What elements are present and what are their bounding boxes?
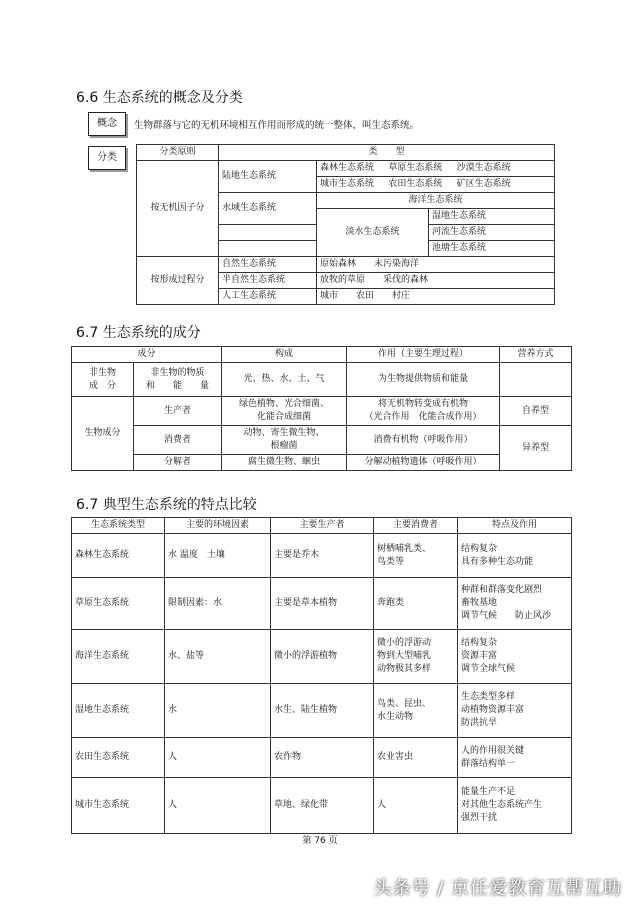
row-environment: 限制因素：水 [165,578,271,630]
producer-composition: 绿色植物、光合细菌、 化能合成细菌 [222,397,347,426]
row-environment: 人 [165,778,271,834]
row-consumer: 人 [374,778,458,834]
land-desert: 沙漠生态系统 [456,163,511,173]
row-producer: 微小的浮游植物 [271,630,374,684]
biotic-label: 生物成分 [72,397,134,471]
ocean-ecosystem: 海洋生态系统 [317,193,555,209]
row-features: 生态类型多样 动植物资源丰富 防洪抗旱 [458,684,572,738]
row-features: 结构复杂 具有多种生态功能 [458,534,572,578]
row-producer: 主要是乔木 [271,534,374,578]
artificial-ecosystem: 人工生态系统 [219,289,317,305]
row-type: 海洋生态系统 [72,630,165,684]
section-title-6-6: 6.6 生态系统的概念及分类 [76,90,243,106]
row-features: 人的作用很关键 群落结构单一 [458,738,572,778]
land-row-1 [317,161,555,177]
abiotic-nutrition [500,363,572,397]
semi-natural-ecosystem: 半自然生态系统 [219,273,317,289]
land-grassland: 草原生态系统 [388,163,443,173]
fresh-pond: 池塘生态系统 [429,241,555,257]
row-producer: 草地、绿化带 [271,778,374,834]
concept-label-box: 概念 [88,112,126,136]
row-producer: 水生、陆生植物 [271,684,374,738]
row-consumer: 鸟类、昆虫、 水生动物 [374,684,458,738]
decomposer-label: 分解者 [134,455,222,471]
header-producer: 主要生产者 [271,518,374,534]
row-type: 森林生态系统 [72,534,165,578]
natural-ecosystem: 自然生态系统 [219,257,317,273]
header-environment: 主要的环境因素 [165,518,271,534]
heterotroph-nutrition: 异养型 [500,426,572,471]
land-row-2 [317,177,555,193]
header-features: 特点及作用 [458,518,572,534]
natural-examples: 原始森林 未污染海洋 [317,257,555,273]
consumer-composition: 动物、寄生微生物、 根瘤菌 [222,426,347,455]
row-type: 草原生态系统 [72,578,165,630]
row-environment: 水 温度 土壤 [165,534,271,578]
consumer-label: 消费者 [134,426,222,455]
page-number: 第 76 页 [302,836,338,846]
row-type: 城市生态系统 [72,778,165,834]
row-features: 能量生产不足 对其他生态系统产生 强烈干扰 [458,778,572,834]
formation-process-label: 按形成过程分 [137,257,219,305]
freshwater-ecosystem-label: 淡水生态系统 [317,209,429,257]
semi-natural-examples: 放牧的草原 采伐的森林 [317,273,555,289]
land-mining: 矿区生态系统 [456,179,511,189]
row-consumer: 微小的浮游动 物到大型哺乳 动物极其多样 [374,630,458,684]
producer-label: 生产者 [134,397,222,426]
row-producer: 农作物 [271,738,374,778]
land-city: 城市生态系统 [320,179,375,189]
classification-table [136,144,555,305]
table-row [72,534,572,578]
abiotic-composition: 光、热、水、土、气 [222,363,347,397]
concept-definition: 生物群落与它的无机环境相互作用而形成的统一整体，叫生态系统。 [134,120,420,131]
abiotic-role: 为生物提供物质和能量 [347,363,500,397]
fresh-empty-cell [219,225,317,241]
row-environment: 水 [165,684,271,738]
header-component: 成分 [72,347,222,363]
consumer-role: 消费有机物（呼吸作用） [347,426,500,455]
row-type: 农田生态系统 [72,738,165,778]
row-consumer: 树栖哺乳类、 鸟类等 [374,534,458,578]
abiotic-label: 非生物 成 分 [72,363,134,397]
land-farmland: 农田生态系统 [388,179,443,189]
table-row [72,738,572,778]
header-composition: 构成 [222,347,347,363]
components-table [71,346,572,471]
inorganic-factor-label: 按无机因子分 [137,161,219,257]
land-ecosystem-label: 陆地生态系统 [219,161,317,193]
fresh-wetland: 湿地生态系统 [429,209,555,225]
header-type: 类 型 [219,145,555,161]
table-row [72,578,572,630]
producer-nutrition: 自养型 [500,397,572,426]
header-role: 作用（主要生理过程） [347,347,500,363]
row-environment: 水、盐等 [165,630,271,684]
decomposer-role: 分解动植物遗体（呼吸作用） [347,455,500,471]
fresh-empty-cell-2 [219,241,317,257]
table-row [72,684,572,738]
header-principle: 分类原则 [137,145,219,161]
row-environment: 人 [165,738,271,778]
header-nutrition: 营养方式 [500,347,572,363]
row-features: 结构复杂 资源丰富 调节全球气候 [458,630,572,684]
section-title-components: 6.7 生态系统的成分 [76,325,201,341]
table-row [72,778,572,834]
classification-label-box: 分类 [88,146,126,170]
comparison-table [71,517,572,834]
abiotic-sublabel: 非生物的物质 和 能 量 [134,363,222,397]
row-producer: 主要是草本植物 [271,578,374,630]
header-ecosystem-type: 生态系统类型 [72,518,165,534]
producer-role: 将无机物转变成有机物 （光合作用 化能合成作用） [347,397,500,426]
table-row [72,630,572,684]
row-consumer: 奔跑类 [374,578,458,630]
row-features: 种群和群落变化剧烈 畜牧基地 调节气候 防止风沙 [458,578,572,630]
header-consumer: 主要消费者 [374,518,458,534]
watermark: 头条号 / 京任爱教育互帮互助 [373,878,622,899]
row-type: 湿地生态系统 [72,684,165,738]
land-forest: 森林生态系统 [320,163,375,173]
decomposer-composition: 腐生微生物、蛔虫 [222,455,347,471]
artificial-examples: 城市 农田 村庄 [317,289,555,305]
section-title-comparison: 6.7 典型生态系统的特点比较 [76,497,257,513]
fresh-river: 河流生态系统 [429,225,555,241]
row-consumer: 农业害虫 [374,738,458,778]
water-ecosystem-label: 水域生态系统 [219,193,317,225]
